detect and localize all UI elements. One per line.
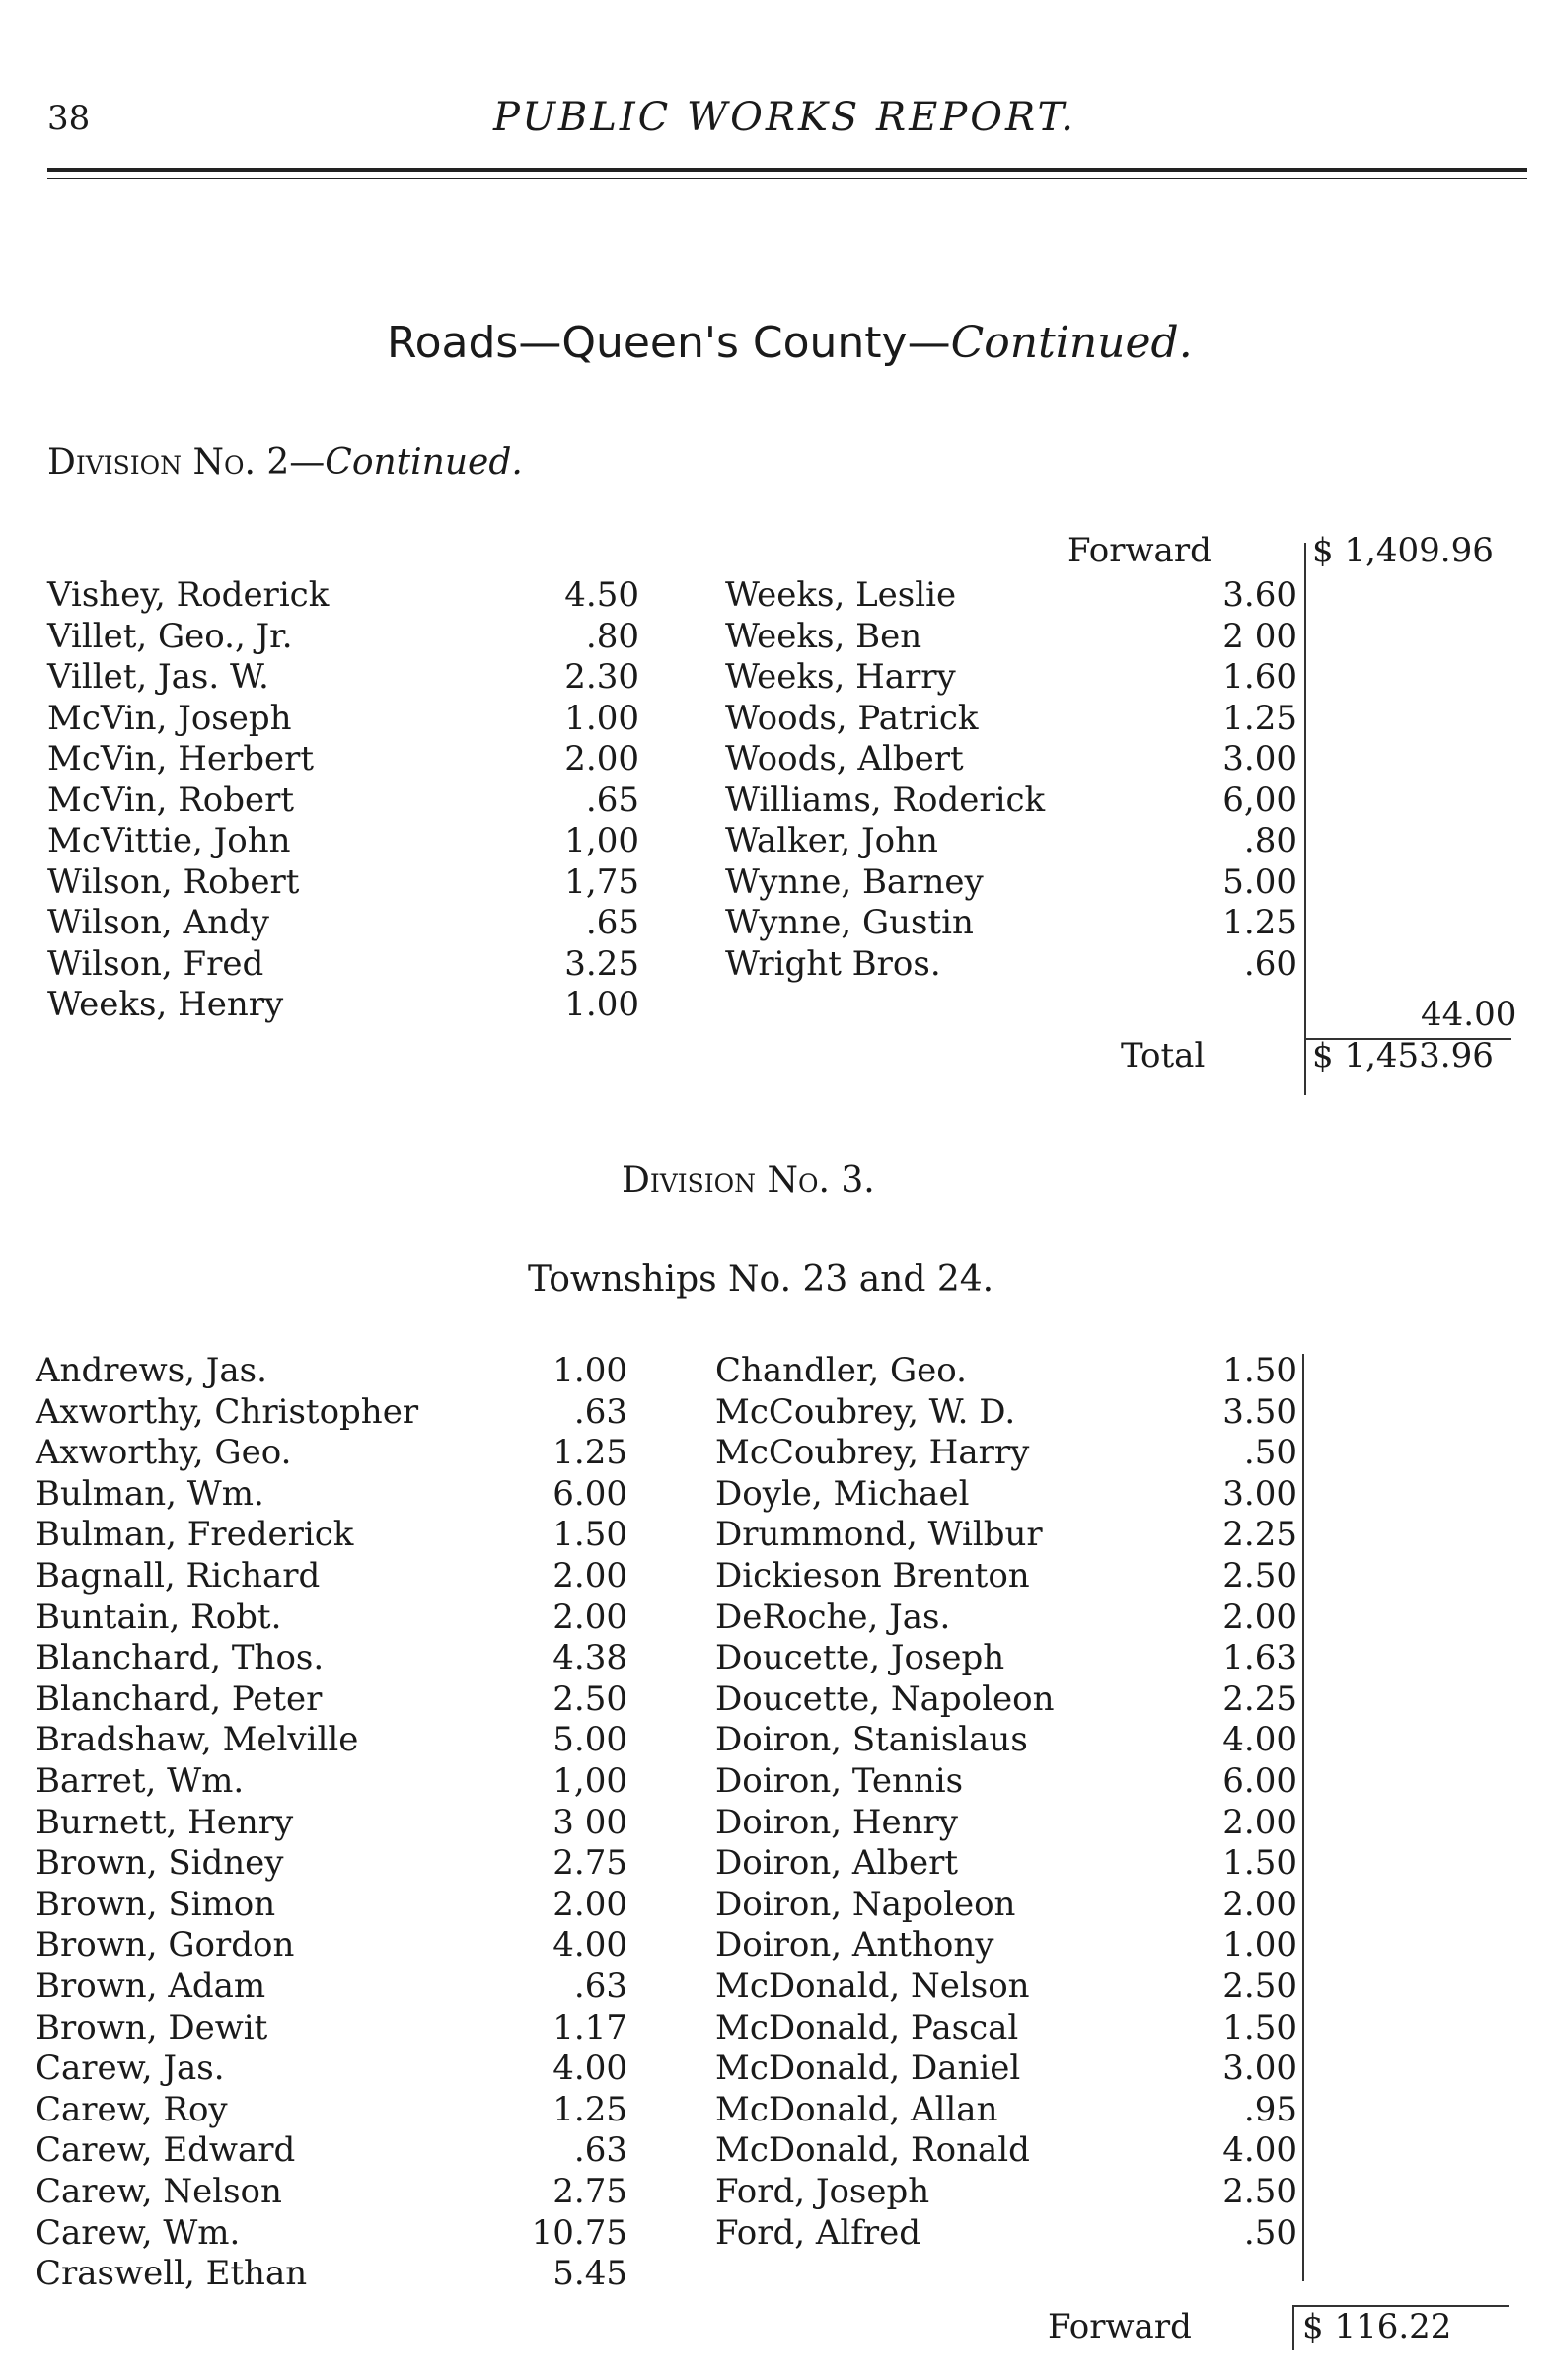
ledger-name: Ford, Alfred (715, 2212, 920, 2253)
ledger-name: Williams, Roderick (725, 780, 1046, 820)
ledger-amount: 3.00 (1222, 1473, 1297, 1514)
division2-amount-rule (1304, 543, 1306, 1095)
ledger-row (47, 780, 639, 821)
ledger-name: Brown, Gordon (36, 1925, 295, 1966)
ledger-name: Woods, Patrick (725, 698, 979, 738)
ledger-amount: 2.30 (564, 657, 639, 697)
ledger-row (47, 943, 639, 985)
ledger-row (36, 1350, 627, 1391)
ledger-row (36, 1802, 627, 1843)
ledger-name: Barret, Wm. (36, 1761, 245, 1801)
ledger-row (36, 2089, 627, 2130)
ledger-amount: .50 (1243, 2212, 1297, 2253)
ledger-amount: .65 (585, 903, 639, 942)
ledger-name: Dickieson Brenton (715, 1556, 1030, 1596)
ledger-row (715, 1637, 1297, 1678)
ledger-amount: 1.00 (1222, 1925, 1297, 1966)
ledger-row (725, 574, 1297, 616)
ledger-name: Doiron, Tennis (715, 1761, 964, 1801)
ledger-name: Wright Bros. (725, 943, 941, 984)
ledger-amount: 2.75 (552, 2172, 627, 2211)
division2-label-cont: Continued. (325, 442, 523, 483)
ledger-amount: 3.50 (1222, 1391, 1297, 1432)
ledger-amount: 4.00 (552, 1925, 627, 1966)
ledger-amount: .63 (573, 1391, 627, 1432)
ledger-row (715, 1884, 1297, 1925)
ledger-amount: 3.00 (1222, 739, 1297, 779)
ledger-row (47, 698, 639, 739)
ledger-row (36, 2212, 627, 2254)
ledger-name: McDonald, Pascal (715, 2007, 1019, 2047)
ledger-amount: 1,75 (564, 861, 639, 902)
ledger-row (36, 1432, 627, 1473)
ledger-amount: 2.25 (1222, 1515, 1297, 1555)
division3-forward-amount: $ 116.22 (1302, 2307, 1452, 2346)
ledger-amount: 1.00 (564, 985, 639, 1024)
ledger-row (36, 2047, 627, 2089)
ledger-name: Carew, Jas. (36, 2048, 225, 2089)
division2-forward-label: Forward (1067, 531, 1212, 570)
ledger-name: McCoubrey, W. D. (715, 1391, 1016, 1432)
ledger-amount: .65 (585, 780, 639, 820)
ledger-amount: 1,00 (552, 1761, 627, 1801)
ledger-name: Bagnall, Richard (36, 1556, 321, 1596)
ledger-row (725, 943, 1297, 985)
ledger-amount: 6.00 (1222, 1761, 1297, 1801)
ledger-name: Doiron, Albert (715, 1843, 959, 1884)
ledger-name: Walker, John (725, 821, 938, 860)
ledger-name: Craswell, Ethan (36, 2254, 308, 2294)
page-title (387, 318, 1193, 368)
ledger-row (36, 1884, 627, 1925)
ledger-name: Brown, Adam (36, 1967, 266, 2006)
header-rule-thick (47, 168, 1527, 172)
ledger-row (47, 984, 639, 1025)
ledger-amount: 1.50 (1222, 2007, 1297, 2047)
ledger-amount: 2.00 (1222, 1597, 1297, 1637)
ledger-amount: 1.25 (1222, 698, 1297, 738)
ledger-row (715, 1473, 1297, 1515)
ledger-row (36, 1924, 627, 1966)
ledger-row (715, 2007, 1297, 2048)
ledger-row (715, 1432, 1297, 1473)
ledger-name: Brown, Sidney (36, 1843, 284, 1884)
ledger-row (725, 861, 1297, 903)
ledger-row (715, 2212, 1297, 2254)
ledger-row (47, 820, 639, 861)
ledger-row (36, 1555, 627, 1597)
ledger-row (715, 1678, 1297, 1720)
title-main: Roads—Queen's County— (387, 318, 951, 368)
ledger-amount: 1.00 (552, 1351, 627, 1390)
ledger-row (36, 2171, 627, 2212)
ledger-name: Bradshaw, Melville (36, 1720, 359, 1760)
ledger-amount: 1.25 (552, 1433, 627, 1473)
ledger-name: Villet, Jas. W. (47, 657, 269, 697)
ledger-row (715, 1350, 1297, 1391)
ledger-row (725, 738, 1297, 780)
ledger-name: Carew, Nelson (36, 2172, 282, 2211)
ledger-row (36, 1473, 627, 1515)
ledger-amount: 4.00 (1222, 1720, 1297, 1760)
ledger-name: Carew, Wm. (36, 2212, 241, 2253)
ledger-row (36, 1719, 627, 1760)
ledger-row (725, 698, 1297, 739)
ledger-row (715, 1719, 1297, 1760)
ledger-name: Villet, Geo., Jr. (47, 616, 293, 656)
ledger-row (715, 1842, 1297, 1884)
ledger-amount: 2 00 (1222, 616, 1297, 656)
ledger-name: McVittie, John (47, 821, 291, 860)
ledger-name: Weeks, Leslie (725, 575, 957, 615)
ledger-row (47, 738, 639, 780)
ledger-name: Chandler, Geo. (715, 1351, 967, 1390)
ledger-row (715, 1555, 1297, 1597)
ledger-amount: 1.63 (1222, 1638, 1297, 1678)
ledger-row (725, 902, 1297, 943)
ledger-name: McVin, Herbert (47, 739, 315, 779)
ledger-row (725, 820, 1297, 861)
ledger-amount: 2.50 (1222, 2172, 1297, 2211)
ledger-amount: 2.50 (1222, 1556, 1297, 1596)
ledger-name: McVin, Robert (47, 780, 295, 820)
ledger-amount: 1.50 (1222, 1351, 1297, 1390)
ledger-row (715, 1966, 1297, 2007)
ledger-name: Wilson, Robert (47, 861, 300, 902)
ledger-amount: 1.17 (552, 2007, 627, 2047)
ledger-name: Vishey, Roderick (47, 575, 330, 615)
ledger-name: Carew, Edward (36, 2130, 296, 2171)
ledger-name: Carew, Roy (36, 2089, 228, 2129)
ledger-amount: 2.00 (552, 1556, 627, 1596)
ledger-amount: 4.00 (552, 2048, 627, 2089)
ledger-amount: 2.00 (564, 739, 639, 779)
ledger-name: Axworthy, Christopher (36, 1391, 419, 1432)
ledger-amount: 2.00 (552, 1597, 627, 1637)
ledger-name: Buntain, Robt. (36, 1597, 282, 1637)
ledger-amount: 4.38 (552, 1638, 627, 1678)
ledger-name: Weeks, Ben (725, 616, 922, 656)
division3-forward-label: Forward (1048, 2307, 1192, 2346)
ledger-row (715, 2171, 1297, 2212)
title-continued: Continued. (950, 318, 1193, 368)
ledger-amount: 5.00 (1222, 861, 1297, 902)
ledger-amount: 3.25 (564, 943, 639, 984)
ledger-amount: 2.00 (1222, 1802, 1297, 1842)
ledger-name: McDonald, Daniel (715, 2048, 1021, 2089)
ledger-amount: 2.00 (552, 1884, 627, 1924)
division3-amount-rule (1302, 1354, 1304, 2281)
division2-subtotal: 44.00 (1421, 995, 1517, 1034)
division2-heading (47, 442, 523, 483)
ledger-name: Axworthy, Geo. (36, 1433, 292, 1473)
ledger-name: Wilson, Andy (47, 903, 269, 942)
ledger-row (36, 1760, 627, 1802)
ledger-row (36, 1637, 627, 1678)
ledger-name: McCoubrey, Harry (715, 1433, 1030, 1473)
ledger-amount: 1.25 (552, 2089, 627, 2129)
ledger-name: Weeks, Harry (725, 657, 956, 697)
ledger-row (725, 656, 1297, 698)
ledger-name: Bulman, Frederick (36, 1515, 354, 1555)
ledger-amount: 1.50 (552, 1515, 627, 1555)
ledger-name: Brown, Dewit (36, 2007, 268, 2047)
ledger-amount: .80 (585, 616, 639, 656)
ledger-name: Wynne, Gustin (725, 903, 974, 942)
ledger-name: Doyle, Michael (715, 1473, 970, 1514)
ledger-name: Ford, Joseph (715, 2172, 930, 2211)
ledger-name: Wilson, Fred (47, 943, 264, 984)
ledger-row (715, 2089, 1297, 2130)
ledger-name: Doiron, Napoleon (715, 1884, 1016, 1924)
ledger-row (47, 902, 639, 943)
ledger-amount: .80 (1243, 821, 1297, 860)
ledger-name: McVin, Joseph (47, 698, 292, 738)
ledger-row (47, 616, 639, 657)
division2-forward-amount: $ 1,409.96 (1312, 531, 1494, 570)
ledger-name: McDonald, Allan (715, 2089, 998, 2129)
ledger-row (715, 1597, 1297, 1638)
ledger-amount: 6.00 (552, 1473, 627, 1514)
running-title: PUBLIC WORKS REPORT. (493, 95, 1076, 140)
ledger-row (36, 1391, 627, 1433)
ledger-row (36, 1597, 627, 1638)
header-rule-thin (47, 178, 1527, 179)
ledger-name: Doucette, Joseph (715, 1638, 1005, 1678)
ledger-row (36, 1678, 627, 1720)
division2-total-amount: $ 1,453.96 (1312, 1036, 1494, 1076)
division3-heading: Division No. 3. (622, 1160, 875, 1201)
ledger-name: Burnett, Henry (36, 1802, 294, 1842)
ledger-amount: 1.50 (1222, 1843, 1297, 1884)
ledger-row (715, 1924, 1297, 1966)
division3-townships: Townships No. 23 and 24. (528, 1259, 994, 1300)
division3-forward-rule-v (1292, 2305, 1294, 2350)
ledger-amount: 5.45 (552, 2254, 627, 2294)
division2-total-label: Total (1121, 1036, 1206, 1076)
ledger-row (47, 656, 639, 698)
ledger-name: Brown, Simon (36, 1884, 276, 1924)
ledger-row (47, 861, 639, 903)
ledger-row (36, 2007, 627, 2048)
ledger-amount: 1.25 (1222, 903, 1297, 942)
ledger-row (715, 2047, 1297, 2089)
ledger-amount: 4.50 (564, 575, 639, 615)
ledger-row (715, 1760, 1297, 1802)
ledger-name: DeRoche, Jas. (715, 1597, 951, 1637)
ledger-name: Blanchard, Peter (36, 1678, 323, 1719)
ledger-row (36, 1514, 627, 1555)
page-number: 38 (47, 99, 91, 138)
ledger-amount: 3 00 (552, 1802, 627, 1842)
ledger-row (715, 2129, 1297, 2171)
ledger-amount: 5.00 (552, 1720, 627, 1760)
ledger-row (36, 1966, 627, 2007)
ledger-amount: .63 (573, 1967, 627, 2006)
ledger-name: McDonald, Nelson (715, 1967, 1030, 2006)
ledger-row (36, 1842, 627, 1884)
ledger-row (715, 1802, 1297, 1843)
ledger-row (715, 1514, 1297, 1555)
ledger-name: Woods, Albert (725, 739, 964, 779)
ledger-row (36, 2253, 627, 2294)
ledger-name: McDonald, Ronald (715, 2130, 1030, 2171)
ledger-name: Weeks, Henry (47, 985, 284, 1024)
ledger-amount: 10.75 (531, 2212, 627, 2253)
division2-label: Division No. 2— (47, 442, 326, 483)
ledger-amount: 2.25 (1222, 1678, 1297, 1719)
ledger-amount: 2.50 (552, 1678, 627, 1719)
ledger-amount: .95 (1243, 2089, 1297, 2129)
ledger-amount: .50 (1243, 1433, 1297, 1473)
ledger-row (725, 616, 1297, 657)
ledger-amount: .60 (1243, 943, 1297, 984)
ledger-amount: 2.50 (1222, 1967, 1297, 2006)
ledger-name: Doiron, Stanislaus (715, 1720, 1028, 1760)
ledger-amount: 3.00 (1222, 2048, 1297, 2089)
ledger-row (715, 1391, 1297, 1433)
ledger-amount: 1.00 (564, 698, 639, 738)
ledger-row (725, 780, 1297, 821)
ledger-name: Doiron, Anthony (715, 1925, 994, 1966)
ledger-amount: 2.75 (552, 1843, 627, 1884)
ledger-name: Doucette, Napoleon (715, 1678, 1055, 1719)
ledger-amount: .63 (573, 2130, 627, 2171)
ledger-amount: 4.00 (1222, 2130, 1297, 2171)
ledger-name: Bulman, Wm. (36, 1473, 264, 1514)
ledger-name: Wynne, Barney (725, 861, 984, 902)
ledger-name: Andrews, Jas. (36, 1351, 267, 1390)
ledger-row (47, 574, 639, 616)
ledger-amount: 2.00 (1222, 1884, 1297, 1924)
ledger-name: Doiron, Henry (715, 1802, 958, 1842)
ledger-row (36, 2129, 627, 2171)
ledger-name: Blanchard, Thos. (36, 1638, 325, 1678)
ledger-amount: 1.60 (1222, 657, 1297, 697)
ledger-amount: 1,00 (564, 821, 639, 860)
ledger-amount: 6,00 (1222, 780, 1297, 820)
ledger-name: Drummond, Wilbur (715, 1515, 1043, 1555)
ledger-amount: 3.60 (1222, 575, 1297, 615)
